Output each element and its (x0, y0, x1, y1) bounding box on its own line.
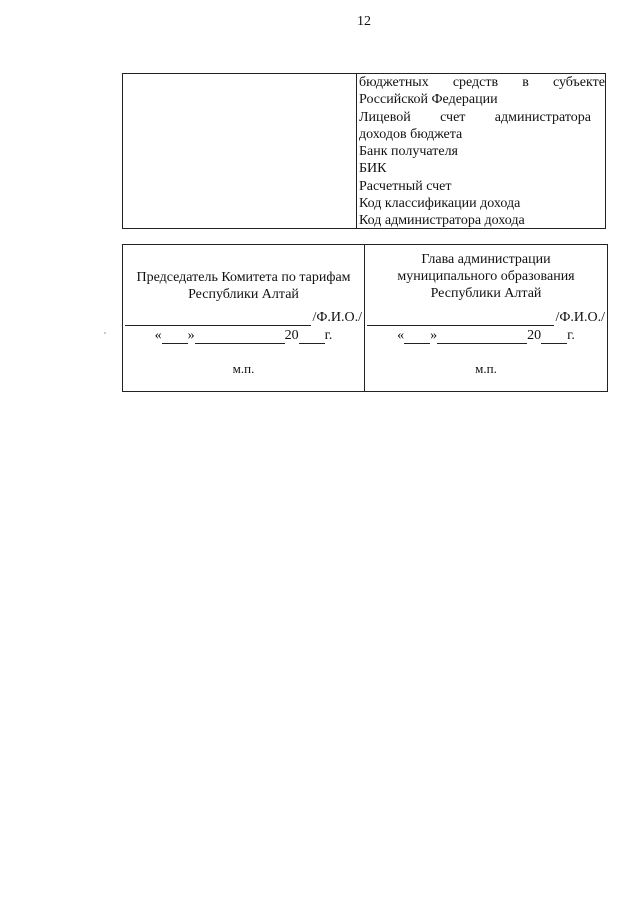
date-month-blank (437, 331, 527, 344)
date-year-blank (541, 331, 567, 344)
bank-line-9: Код администратора дохода (359, 213, 525, 229)
date-suffix: г. (324, 328, 333, 343)
date-year-blank (299, 331, 325, 344)
signatory-title-line: Глава администрации (421, 252, 551, 267)
signatory-title (365, 251, 607, 302)
date-month-blank (195, 331, 285, 344)
date-line (123, 327, 364, 344)
fio-label: /Ф.И.О./ (555, 310, 605, 325)
date-quote-close: » (187, 328, 195, 343)
bank-line-2: Российской Федерации (359, 92, 498, 108)
bank-line-7: Расчетный счет (359, 178, 452, 194)
signature-table (122, 244, 608, 392)
signature-blank (125, 312, 311, 326)
date-day-blank (162, 331, 188, 344)
bank-details-left-cell (123, 74, 357, 228)
scan-speck (104, 332, 106, 334)
signatory-title-line: Республики Алтай (188, 287, 299, 302)
bank-line-5: Банк получателя (359, 144, 458, 160)
signatory-title-line: Председатель Комитета по тарифам (136, 270, 351, 285)
date-quote-open: « (154, 328, 162, 343)
date-day-blank (404, 331, 430, 344)
page-number: 12 (357, 14, 371, 29)
bank-line-6: БИК (359, 161, 387, 177)
bank-line-8: Код классификации дохода (359, 196, 521, 212)
signatory-title-line: Республики Алтай (430, 286, 542, 301)
date-line (365, 327, 607, 344)
bank-details-right-cell (357, 74, 605, 228)
signature-line (125, 309, 362, 326)
stamp-placeholder: м.п. (475, 361, 497, 376)
date-year-prefix: 20 (284, 328, 299, 343)
bank-details-table (122, 73, 606, 229)
date-quote-close: » (430, 328, 438, 343)
date-year-prefix: 20 (527, 328, 542, 343)
date-suffix: г. (567, 328, 575, 343)
fio-label: /Ф.И.О./ (312, 310, 362, 325)
signature-cell-administration (365, 245, 607, 391)
signature-blank (367, 312, 554, 326)
date-quote-open: « (397, 328, 405, 343)
bank-line-1: бюджетных средств в субъекте (359, 75, 605, 90)
stamp-placeholder: м.п. (232, 361, 255, 376)
signatory-title-line: муниципального образования (397, 269, 575, 284)
signatory-title (123, 269, 364, 303)
bank-line-4: доходов бюджета (359, 126, 463, 142)
signature-line (367, 309, 605, 326)
bank-line-3: Лицевой счет администратора (359, 109, 591, 125)
signature-cell-committee (123, 245, 365, 391)
